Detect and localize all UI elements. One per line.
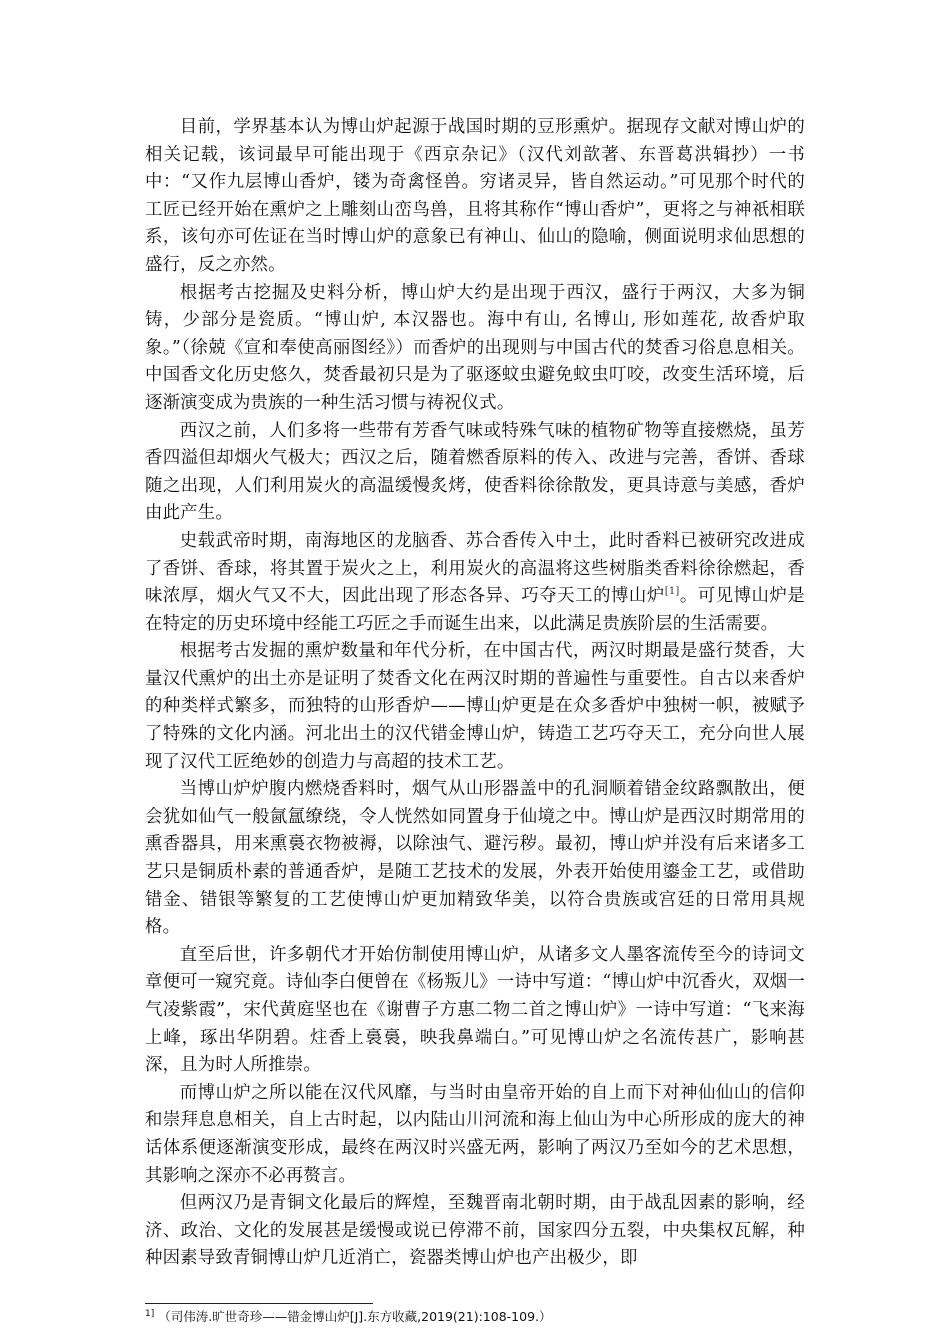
paragraph-1: 目前，学界基本认为博山炉起源于战国时期的豆形熏炉。据现存文献对博山炉的相关记载，该词最早可能出现于《西京杂记》（汉代刘歆著、东晋葛洪辑抄）一书中：“又作九层博山香炉，镂为奇禽怪兽。穷诸灵异，皆自然运动。”可见那个时代的工匠已经开始在熏炉之上雕刻山峦鸟兽，且将其称作“博山香炉”，更将之与神祇相联系，该句亦可佐证在当时博山炉的意象已有神山、仙山的隐喻，侧面说明求仙思想的盛行，反之亦然。 [145,117,805,275]
paragraph-8: 而博山炉之所以能在汉代风靡，与当时由皇帝开始的自上而下对神仙仙山的信仰和崇拜息息相关，自上古时起，以内陆山川河流和海上仙山为中心所形成的庞大的神话体系便逐渐演变形成，最终在两汉时兴盛无两，影响了两汉乃至如今的艺术思想，其影响之深亦不必再赘言。 [145,1082,805,1186]
paragraph-5: 根据考古发掘的熏炉数量和年代分析，在中国古代，两汉时期最是盛行焚香，大量汉代熏炉的出土亦是证明了焚香文化在两汉时期的普遍性与重要性。自古以来香炉的种类样式繁多，而独特的山形香炉——博山炉更是在众多香炉中独树一帜，被赋予了特殊的文化内涵。河北出土的汉代错金博山炉，铸造工艺巧夺天工，充分向世人展现了汉代工匠绝妙的创造力与高超的技术工艺。 [145,641,805,772]
document-body [145,114,805,1273]
paragraph-4 [145,528,805,638]
paragraph-9: 但两汉乃是青铜文化最后的辉煌，至魏晋南北朝时期，由于战乱因素的影响，经济、政治、文化的发展甚是缓慢或说已停滞不前，国家四分五裂，中央集权瓦解，种种因素导致青铜博山炉几近消亡，瓷器类博山炉也产出极少，即 [145,1193,805,1269]
footnote [145,1308,805,1326]
paragraph-7: 直至后世，许多朝代才开始仿制使用博山炉，从诸多文人墨客流传至今的诗词文章便可一窥究竟。诗仙李白便曾在《杨叛儿》一诗中写道：“博山炉中沉香火，双烟一气凌紫霞”，宋代黄庭坚也在《谢曹子方惠二物二首之博山炉》一诗中写道：“飞来海上峰，琢出华阴碧。炷香上裛裛，映我鼻端白。”可见博山炉之名流传甚广，影响甚深，且为时人所推崇。 [145,944,805,1076]
paragraph-6: 当博山炉炉腹内燃烧香料时，烟气从山形器盖中的孔洞顺着错金纹路飘散出，便会犹如仙气一般氤氲缭绕，令人恍然如同置身于仙境之中。博山炉是西汉时期常用的熏香器具，用来熏裛衣物被褥，以除浊气、避污秽。最初，博山炉并没有后来诸多工艺只是铜质朴素的普通香炉，是随工艺技术的发展，外表开始使用鎏金工艺，或借助错金、错银等繁复的工艺使博山炉更加精致华美，以符合贵族或宫廷的日常用具规格。 [145,779,805,938]
paragraph-2: 根据考古挖掘及史料分析，博山炉大约是出现于西汉，盛行于两汉，大多为铜铸，少部分是瓷质。“博山炉, 本汉器也。海中有山, 名博山, 形如莲花, 故香炉取象。”（徐兢《宣和奉使高丽图经》）而香炉的出现则与中国古代的焚香习俗息息相关。中国香文化历史悠久，焚香最初只是为了驱逐蚊虫避免蚊虫叮咬，改变生活环境，后逐渐演变成为贵族的一种生活习惯与祷祝仪式。 [145,282,805,413]
paragraph-4-text-after-ref: 。可见博山炉是在特定的历史环境中经能工巧匠之手而诞生出来，以此满足贵族阶层的生活需要。 [145,586,805,634]
paragraph-4-text-before-ref: 史载武帝时期，南海地区的龙脑香、苏合香传入中土，此时香料已被研究改进成了香饼、香球，将其置于炭火之上，利用炭火的高温将这些树脂类香料徐徐燃起，香味浓厚，烟火气又不大，因此出现了形态各异、巧夺天工的博山炉 [145,530,805,607]
footnote-mark: 1] [145,1308,155,1319]
paragraph-3: 西汉之前，人们多将一些带有芳香气味或特殊气味的植物矿物等直接燃烧，虽芳香四溢但却烟火气极大；西汉之后，随着燃香原料的传入、改进与完善，香饼、香球随之出现，人们利用炭火的高温缓慢炙烤，使香料徐徐散发，更具诗意与美感，香炉由此产生。 [145,420,805,524]
footnote-text: （司伟涛.旷世奇珍——错金博山炉[J].东方收藏,2019(21):108-109.） [158,1309,552,1324]
footnote-reference[interactable]: [1] [664,586,680,598]
footnote-divider [145,1303,373,1304]
